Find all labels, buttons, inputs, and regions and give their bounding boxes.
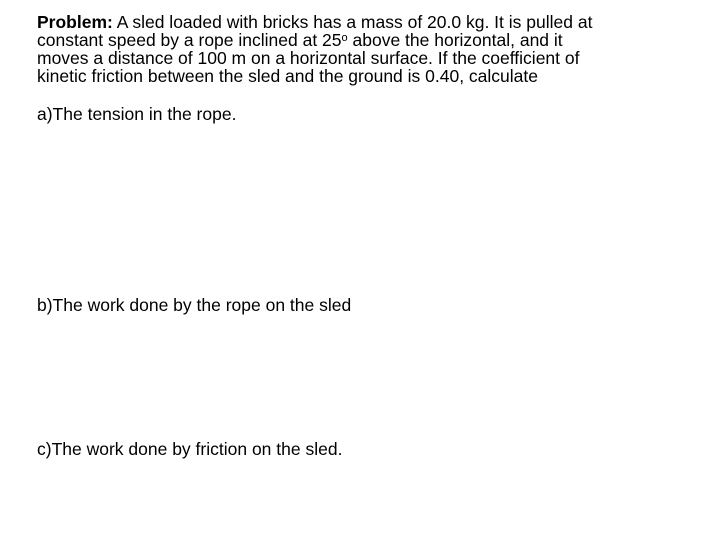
problem-line-2-text-after: above the horizontal, and it (347, 30, 563, 50)
problem-statement (37, 13, 687, 85)
problem-line-1-text: A sled loaded with bricks has a mass of 20.0 kg. It is pulled at (116, 12, 593, 32)
problem-heading: Problem: (37, 12, 113, 32)
degree-superscript: o (341, 32, 348, 44)
problem-line-1 (37, 13, 687, 31)
problem-line-2 (37, 31, 687, 49)
problem-line-4: kinetic friction between the sled and the ground is 0.40, calculate (37, 66, 539, 86)
question-b: b)The work done by the rope on the sled (37, 295, 352, 315)
question-c: c)The work done by friction on the sled. (37, 439, 343, 459)
question-a: a)The tension in the rope. (37, 104, 237, 124)
problem-line-2-text-before: constant speed by a rope inclined at 25 (37, 30, 342, 50)
problem-line-3: moves a distance of 100 m on a horizontal surface. If the coefficient of (37, 48, 580, 68)
